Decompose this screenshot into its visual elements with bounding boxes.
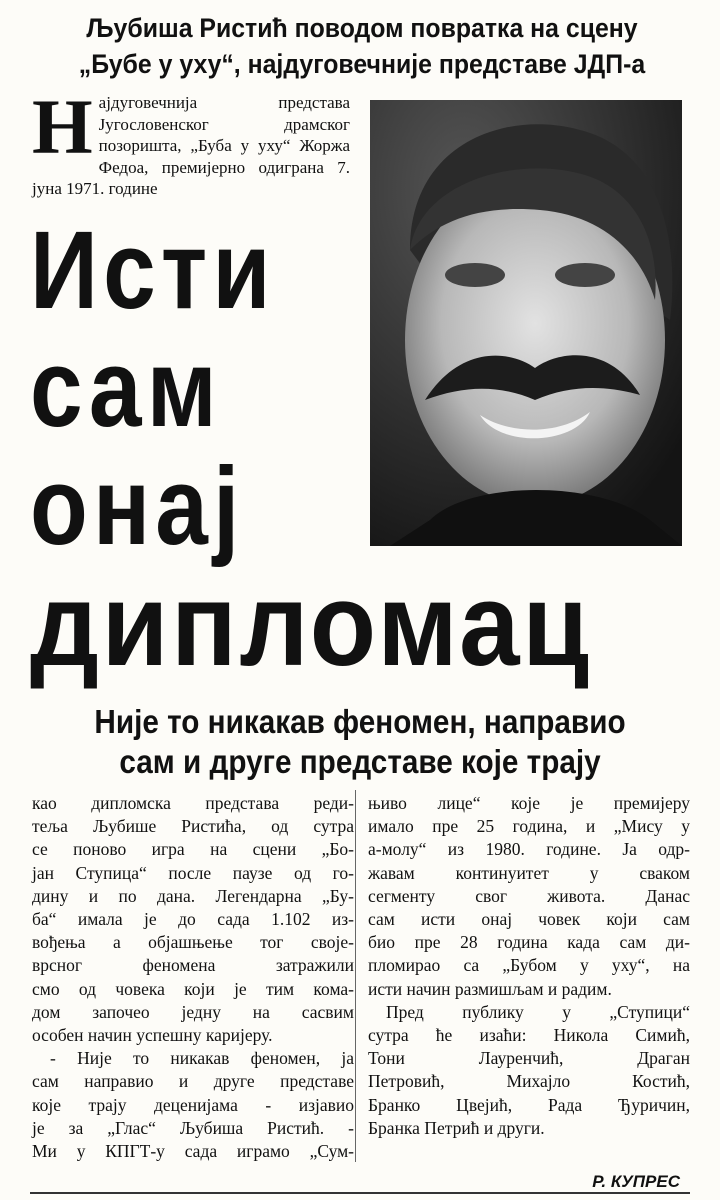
headline-line-1: Исти	[30, 209, 276, 332]
kicker	[49, 10, 675, 82]
body-line: а-молу“ из 1980. године. Ја одр-	[368, 839, 690, 860]
body-line: имало пре 25 година, и „Мису у	[368, 816, 690, 837]
body-line: врсног феномена затражили	[32, 955, 354, 976]
body-line: смо од човека који је тим кома-	[32, 978, 354, 999]
body-line: дом започео једну на сасвим	[32, 1001, 354, 1022]
column-divider	[355, 790, 356, 1162]
body-line: исти начин размишљам и радим.	[368, 978, 612, 999]
body-line: дину и по дана. Легендарна „Бу-	[32, 885, 354, 906]
body-line: сам направио и друге представе	[32, 1071, 354, 1092]
body-line: њиво лице“ које је премијеру	[368, 793, 690, 813]
body-line: се поново игра на сцени „Бо-	[32, 839, 354, 860]
kicker-line-2: „Бубе у уху“, најдуговечније представе ЈДП-а	[78, 49, 646, 79]
headline-line-4: дипломац	[30, 559, 592, 691]
body-line: теља Љубише Ристића, од сутра	[32, 816, 354, 837]
lead-paragraph	[32, 83, 350, 200]
body-line: сутра ће изаћи: Никола Симић,	[368, 1025, 690, 1046]
body-line: пломирао са „Бубом у уху“, на	[368, 955, 690, 976]
body-line: вођења а објашњење тог своје-	[32, 932, 354, 953]
body-line: Бранко Цвејић, Рада Ђуричин,	[368, 1094, 690, 1115]
body-line: ба“ имала је до сада 1.102 из-	[32, 909, 354, 930]
body-line: сам исти онај човек који сам	[368, 909, 690, 930]
body-line: Бранка Петрић и други.	[368, 1117, 545, 1138]
body-line: Пред публику у „Ступици“	[386, 1001, 690, 1022]
body-line: Петровић, Михајло Костић,	[368, 1071, 690, 1092]
headline-line-3: онај	[30, 445, 245, 568]
subheadline-line-2: сам и друге представе које трају	[119, 743, 601, 780]
bottom-rule	[30, 1192, 690, 1194]
body-line: жавам континуитет у сваком	[368, 862, 690, 883]
byline: Р. КУПРЕС	[592, 1172, 680, 1191]
body-column-left	[32, 792, 354, 1163]
subheadline	[20, 702, 700, 782]
body-line: јан Ступица“ после паузе од го-	[32, 862, 354, 883]
headline	[30, 209, 650, 691]
kicker-line-1: Љубиша Ристић поводом повратка на сцену	[86, 13, 638, 43]
body-line: Тони Лауренчић, Драган	[368, 1048, 690, 1069]
drop-cap: Н	[32, 83, 93, 170]
subheadline-line-1: Није то никакав феномен, направио	[94, 703, 626, 740]
body-line: - Није то никакав феномен, ја	[50, 1048, 354, 1069]
body-line: је за „Глас“ Љубиша Ристић. -	[32, 1117, 354, 1138]
body-line: сегменту свог живота. Данас	[368, 885, 690, 906]
body-line: Ми у КПГТ-у сада играмо „Сум-	[32, 1141, 354, 1162]
body-line: као дипломска представа реди-	[32, 793, 354, 813]
body-line: био пре 28 година када сам ди-	[368, 932, 690, 953]
body-column-right	[368, 792, 690, 1140]
lead-text: ајдуговечнија представа Југословенског драмског позоришта, „Буба у уху“ Жоржа Федоа, премијерно одиграна 7. јуна 1971. године	[32, 93, 350, 198]
body-line: особен начин успешну каријеру.	[32, 1025, 273, 1046]
headline-line-2: сам	[30, 327, 222, 450]
body-line: које трају деценијама - изјавио	[32, 1094, 354, 1115]
